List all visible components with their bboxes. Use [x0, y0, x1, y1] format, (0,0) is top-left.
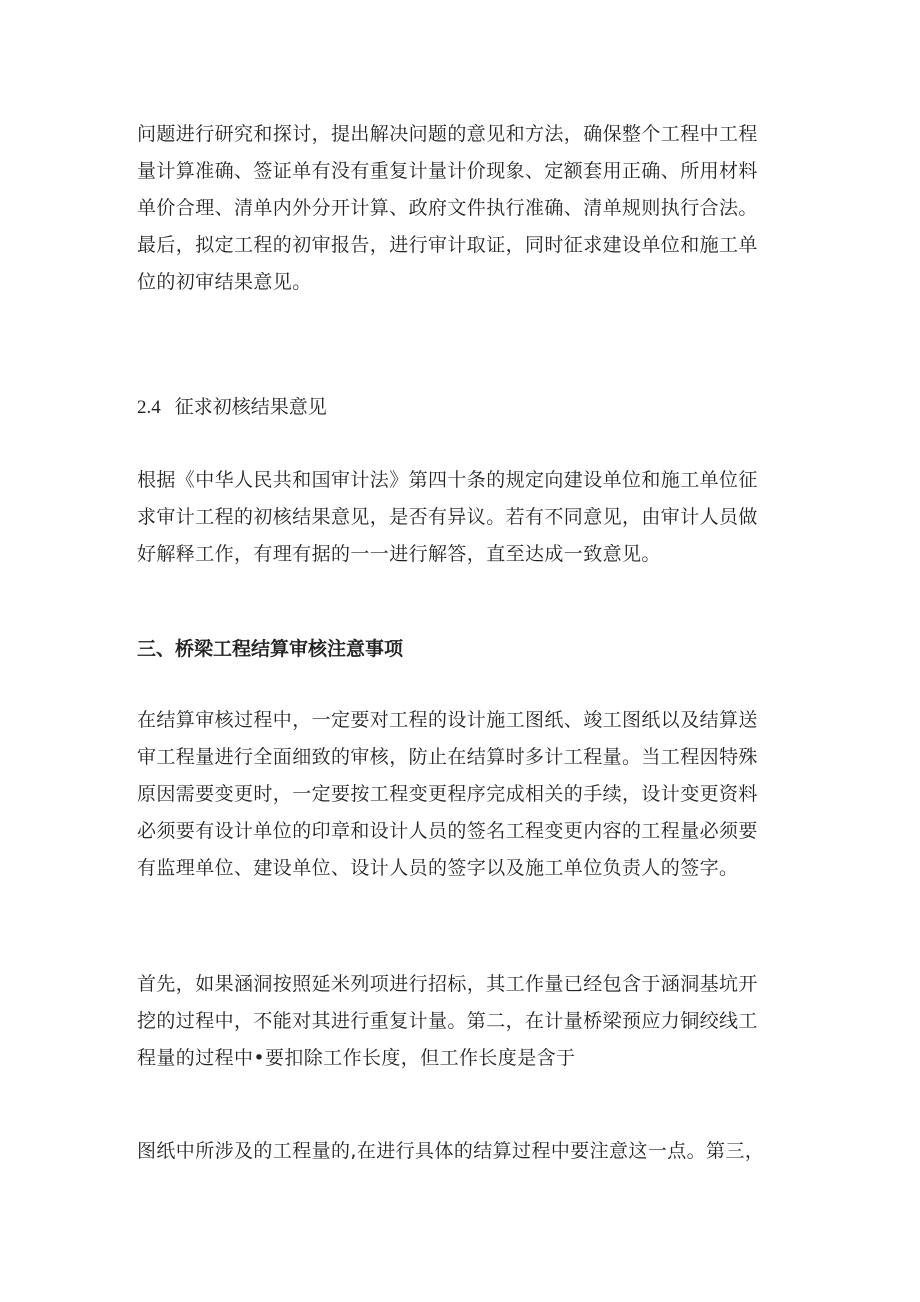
paragraph-audit-review [137, 116, 797, 301]
section-heading-2-4 [137, 389, 797, 426]
text-line: 求审计工程的初核结果意见，是否有异议。若有不同意见，由审计人员做 [137, 506, 758, 528]
text-line: 最后，拟定工程的初审报告，进行审计取证，同时征求建设单位和施工单 [137, 234, 758, 256]
text-line: 问题进行研究和探讨，提出解决问题的意见和方法，确保整个工程中工程 [137, 123, 758, 145]
text-line: 审工程量进行全面细致的审核，防止在结算时多计工程量。当工程因特殊 [137, 746, 758, 768]
text-line: 位的初审结果意见。 [137, 271, 312, 293]
text-line: 程量的过程中•要扣除工作长度，但工作长度是含于 [137, 1047, 576, 1069]
paragraph-audit-law [137, 462, 797, 573]
text-line: 量计算准确、签证单有没有重复计量计价现象、定额套用正确、所用材料 [137, 160, 758, 182]
text-line: 必须要有设计单位的印章和设计人员的签名工程变更内容的工程量必须要 [137, 820, 758, 842]
text-line: 图纸中所涉及的工程量的,在进行具体的结算过程中要注意这一点。第三， [137, 1140, 765, 1162]
text-line: 原因需要变更时，一定要按工程变更程序完成相关的手续，设计变更资料 [137, 783, 758, 805]
text-line: 根据《中华人民共和国审计法》第四十条的规定向建设单位和施工单位征 [137, 469, 758, 491]
section-number: 2.4 [137, 397, 161, 418]
paragraph-drawings [137, 1133, 797, 1170]
text-line: 单价合理、清单内外分开计算、政府文件执行准确、清单规则执行合法。 [137, 197, 758, 219]
text-line: 有监理单位、建设单位、设计人员的签字以及施工单位负责人的签字。 [137, 857, 739, 879]
text-line: 在结算审核过程中，一定要对工程的设计施工图纸、竣工图纸以及结算送 [137, 709, 758, 731]
text-line: 好解释工作，有理有据的一一进行解答，直至达成一致意见。 [137, 543, 661, 565]
section-title: 征求初核结果意见 [174, 396, 327, 418]
section-heading-3: 三、桥梁工程结算审核注意事项 [137, 638, 404, 660]
text-line: 首先，如果涵洞按照延米列项进行招标，其工作量已经包含于涵洞基坑开 [137, 973, 758, 995]
text-line: 挖的过程中，不能对其进行重复计量。第二，在计量桥梁预应力铜绞线工 [137, 1010, 758, 1032]
paragraph-culvert [137, 966, 797, 1077]
paragraph-settlement-review [137, 702, 797, 887]
